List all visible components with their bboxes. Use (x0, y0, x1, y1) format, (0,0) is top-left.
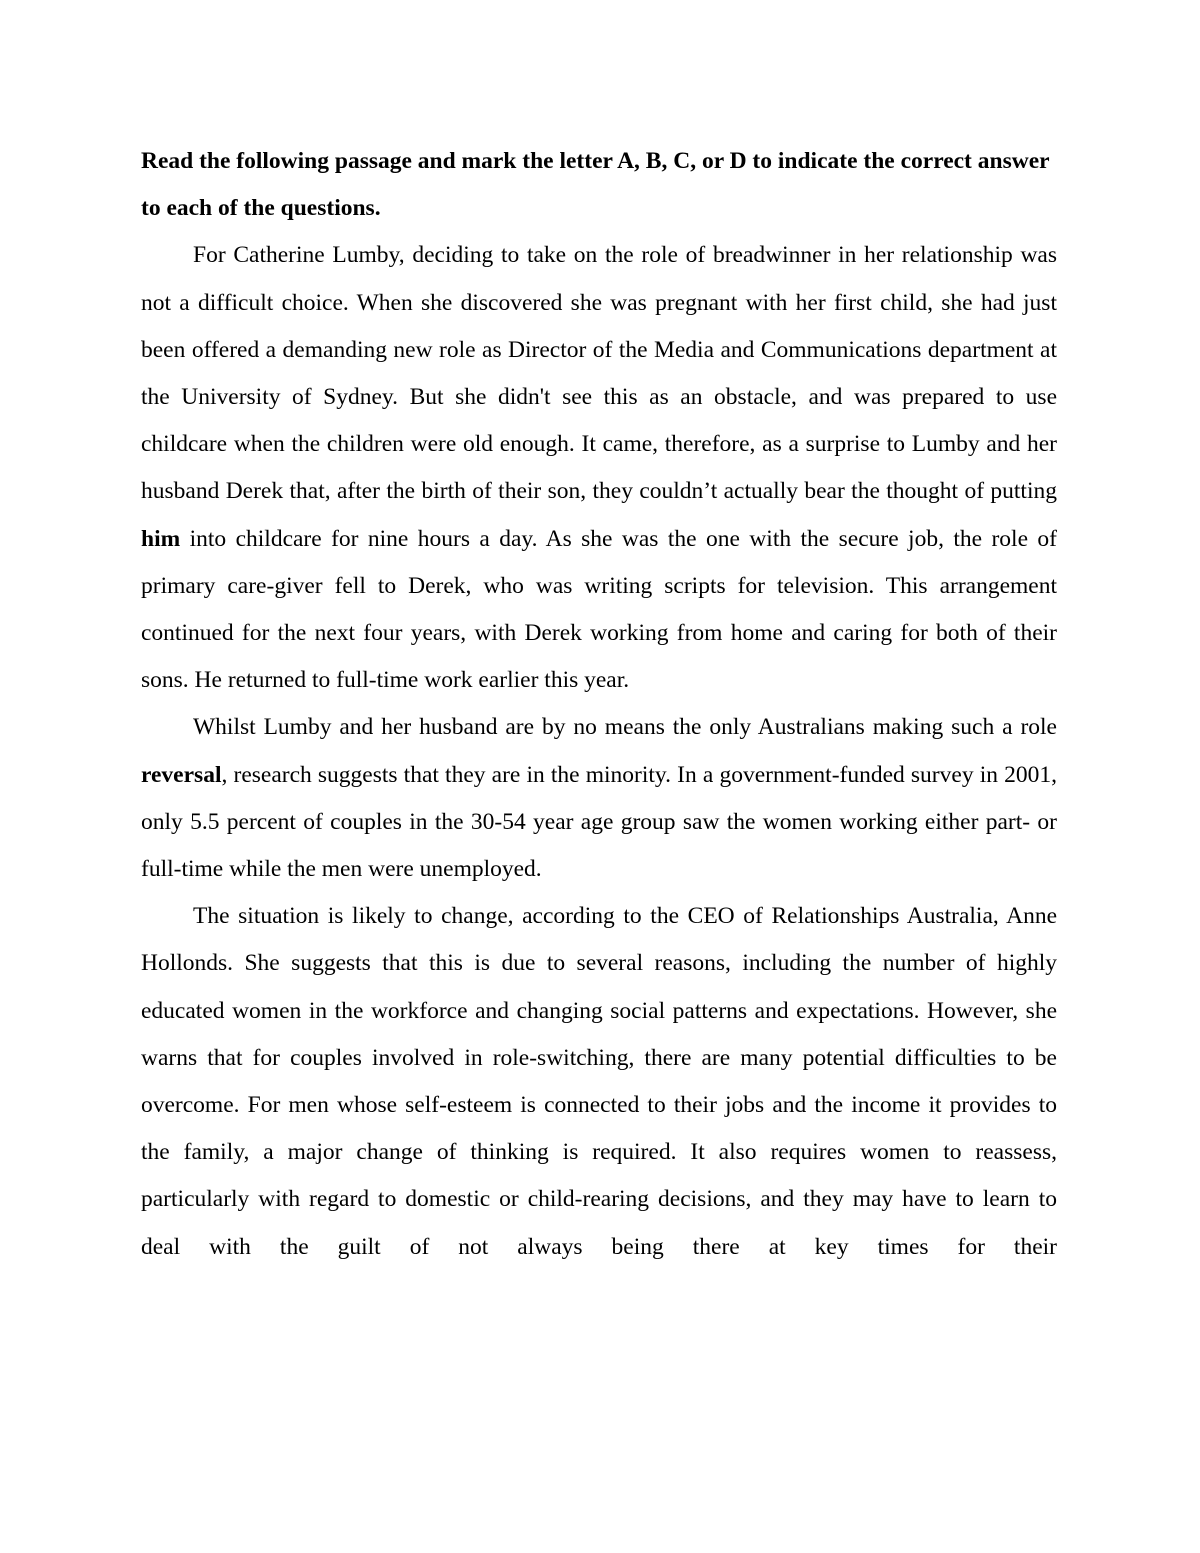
paragraph-1-text-before: For Catherine Lumby, deciding to take on the role of breadwinner in her relationship was not a difficult choice. When she discovered she was pregnant with her first child, she had just been offered a demanding new role as Director of the Media and Communications department at the University of Sydney. But she didn't see this as an obstacle, and was prepared to use childcare when the children were old enough. It came, therefore, as a surprise to Lumby and her husband Derek that, after the birth of their son, they couldn’t actually bear the thought of putting (141, 242, 1057, 505)
passage-paragraph-1 (141, 232, 1057, 704)
passage-paragraph-2 (141, 704, 1057, 893)
bold-word-him: him (141, 525, 181, 552)
passage-paragraph-3: The situation is likely to change, according to the CEO of Relationships Australia, Anne Hollonds. She suggests that this is due to several reasons, including the number of highly educated women in the workforce and changing social patterns and expectations. However, she warns that for couples involved in role-switching, there are many potential difficulties to be overcome. For men whose self-esteem is connected to their jobs and the income it provides to the family, a major change of thinking is required. It also requires women to reassess, particularly with regard to domestic or child-rearing decisions, and they may have to learn to deal with the guilt of not always being there at key times for their (141, 903, 1057, 1260)
bold-word-reversal: reversal (141, 761, 222, 788)
instruction-heading: Read the following passage and mark the letter A, B, C, or D to indicate the correct answer to each of the questions. (141, 148, 1050, 222)
paragraph-2-text-after: , research suggests that they are in the minority. In a government-funded survey in 2001, only 5.5 percent of couples in the 30-54 year age group saw the women working either part- or full-time while the men were unemployed. (141, 761, 1057, 883)
paragraph-1-text-after: into childcare for nine hours a day. As she was the one with the secure job, the role of primary care-giver fell to Derek, who was writing scripts for television. This arrangement continued for the next four years, with Derek working from home and caring for both of their sons. He returned to full-time work earlier this year. (141, 525, 1058, 694)
paragraph-2-text-before: Whilst Lumby and her husband are by no means the only Australians making such a role (193, 714, 1057, 741)
document-page (141, 138, 1057, 1271)
